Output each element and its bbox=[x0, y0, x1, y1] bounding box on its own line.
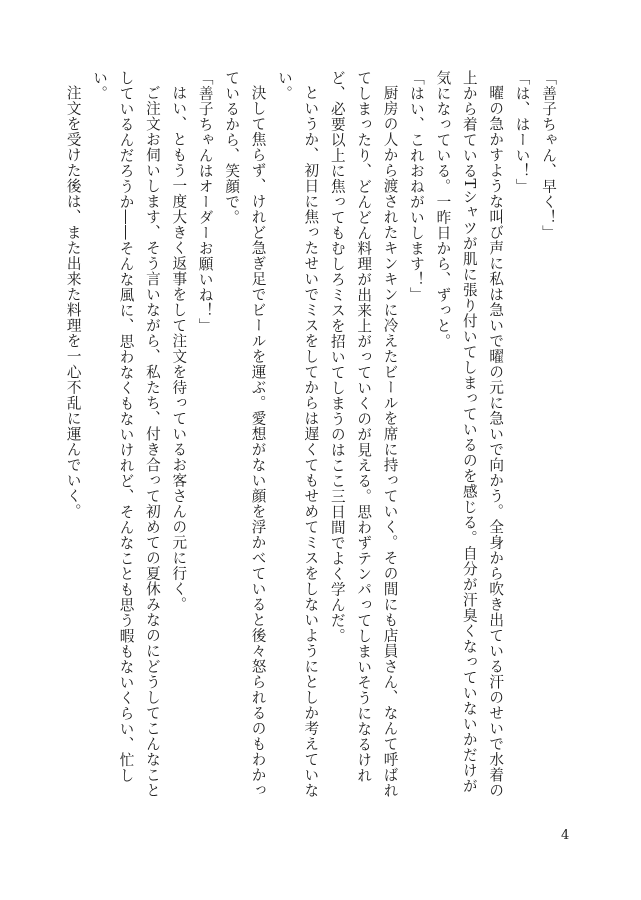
page-number: 4 bbox=[561, 828, 570, 843]
paragraph-line: 「は、はーい！」 bbox=[513, 70, 531, 194]
paragraph-line: 決して焦らず、けれど急ぎ足でビールを運ぶ。愛想がない顔を浮かべていると後々怒られるのもわかっているから、笑顔で。 bbox=[223, 70, 267, 798]
paragraph-line: ご注文お伺いします、そう言いながら、私たち、付き合って初めての夏休みなのにどうしてこんなことしているんだろうか――そんな風に、思わなくもないけれど、そんなことも思う暇もないくらい、忙しい。 bbox=[91, 70, 161, 798]
paragraph-line: というか、初日に焦ったせいでミスをしてからは遅くてもせめてミスをしないようにとしか考えていない。 bbox=[275, 70, 320, 798]
paragraph-line: 厨房の人から渡されたキンキンに冷えたビールを席に持っていく。その間にも店員さん、なんて呼ばれてしまったり、どんどん料理が出来上がっていくのが見える。思わずテンパってしまいそうになるけれど、必要以上に焦ってもむしろミスを招いてしまうのはここ三日間でよく学んだ。 bbox=[328, 70, 399, 798]
paragraph-line: 「はい、これおねがいします！」 bbox=[407, 70, 425, 303]
vertical-text-body bbox=[64, 70, 561, 798]
paragraph-line: 「善子ちゃん、早く！」 bbox=[540, 70, 557, 241]
paragraph-line: 「善子ちゃんはオーダーお願いね！」 bbox=[196, 70, 214, 334]
paragraph-line: 注文を受けた後は、また出来た料理を一心不乱に運んでいく。 bbox=[64, 84, 82, 519]
paragraph-line: はい、ともう一度大きく返事をして注文を待っているお客さんの元に行く。 bbox=[170, 84, 188, 612]
paragraph-line: 曜の急かすような叫び声に私は急いで曜の元に急いで向かう。全身から吹き出ている汗のせいで水着の上から着ているTシャツが肌に張り付いてしまっているのを感じる。自分が汗臭くなっていないかだけが気になっている。一昨日から、ずっと。 bbox=[434, 70, 505, 798]
